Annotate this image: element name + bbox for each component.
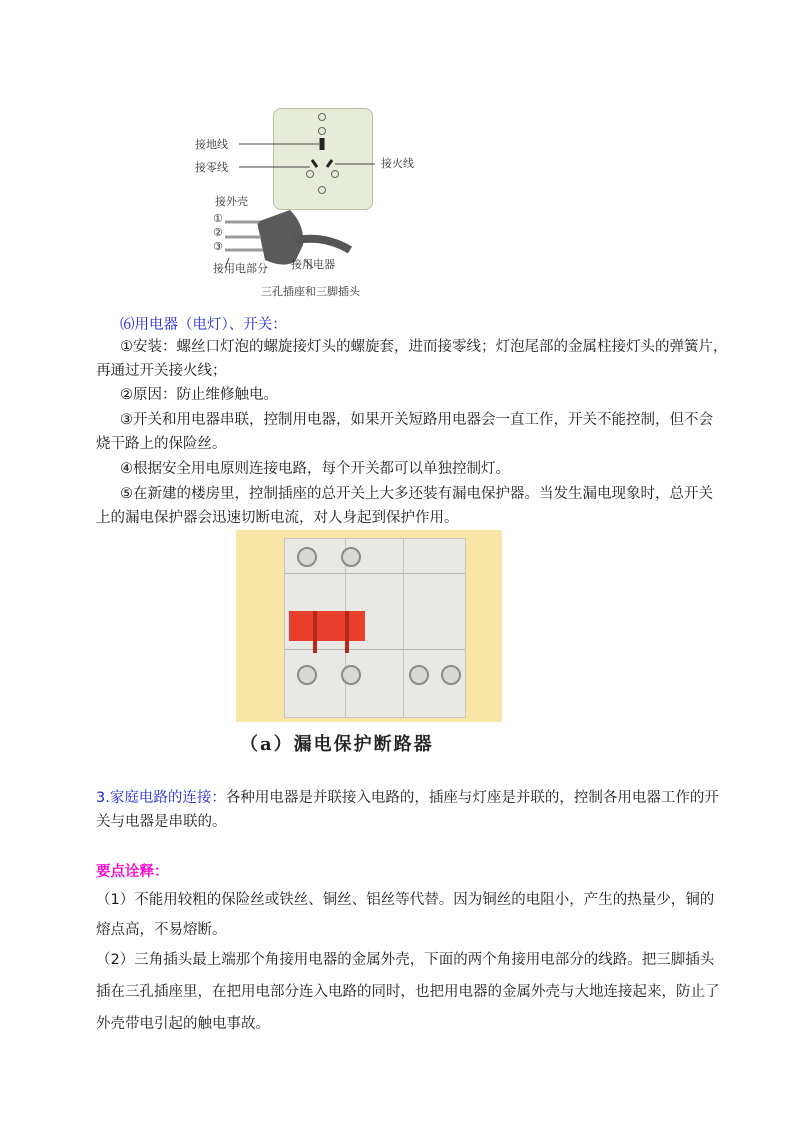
ground-wire-label: 接地线 [195, 138, 228, 151]
screw-icon [341, 665, 361, 685]
screw-icon [297, 547, 317, 567]
screw-icon [441, 665, 461, 685]
screw-icon [341, 547, 361, 567]
live-wire-label: 接火线 [381, 157, 414, 170]
keypoints-line-3: （2）三角插头最上端那个角接用电器的金属外壳，下面的两个角接用电部分的线路。把三脚插头 [96, 952, 715, 968]
section3-line-1 [96, 788, 719, 808]
socket-plug-figure [195, 100, 414, 300]
keypoints-line-1: （1）不能用较粗的保险丝或铁丝、铜丝、铝丝等代替。因为铜丝的电阻小，产生的热量少，铜的 [96, 892, 715, 908]
section3-line-2: 关与电器是串联的。 [96, 814, 227, 830]
section6-line-8: 上的漏电保护器会迅速切断电流，对人身起到保护作用。 [96, 510, 459, 526]
pin1-label: ① [213, 212, 223, 225]
section6-line-5: 烧干路上的保险丝。 [96, 436, 227, 452]
breaker-body [284, 538, 466, 718]
screw-icon [297, 665, 317, 685]
electrical-part-label: 接用电部分 [213, 262, 268, 275]
section6-line-2: 再通过开关接火线； [96, 363, 227, 379]
section6-line-3: ②原因：防止维修触电。 [120, 387, 278, 403]
section6-line-7: ⑤在新建的楼房里，控制插座的总开关上大多还装有漏电保护器。当发生漏电现象时，总开关 [120, 486, 713, 502]
keypoints-line-4: 插在三孔插座里，在把用电部分连入电路的同时，也把用电器的金属外壳与大地连接起来，防止了 [96, 984, 720, 1000]
shell-label: 接外壳 [215, 195, 248, 208]
neutral-wire-label: 接零线 [195, 161, 228, 174]
keypoints-line-2: 熔点高，不易熔断。 [96, 922, 227, 938]
figure1-caption: 三孔插座和三脚插头 [261, 285, 360, 298]
pin2-label: ② [213, 226, 223, 239]
screw-icon [409, 665, 429, 685]
pin3-label: ③ [213, 240, 223, 253]
keypoints-heading: 要点诠释： [96, 864, 169, 880]
keypoints-line-5: 外壳带电引起的触电事故。 [96, 1016, 270, 1032]
section6-line-6: ④根据安全用电原则连接电路，每个开关都可以单独控制灯。 [120, 461, 510, 477]
breaker-caption: （a）漏电保护断路器 [240, 734, 434, 755]
section3-heading: 3.家庭电路的连接： [96, 790, 226, 806]
breaker-photo [236, 530, 502, 722]
section6-heading: ⑹用电器（电灯）、开关： [120, 317, 287, 333]
appliance-label: 接用电器 [291, 258, 335, 271]
breaker-switch-handle [289, 611, 365, 641]
section6-line-1: ①安装：螺丝口灯泡的螺旋接灯头的螺旋套，进而接零线；灯泡尾部的金属柱接灯头的弹簧片， [120, 339, 728, 355]
section3-text: 各种用电器是并联接入电路的，插座与灯座是并联的，控制各用电器工作的开 [225, 790, 719, 806]
section6-line-4: ③开关和用电器串联，控制用电器，如果开关短路用电器会一直工作，开关不能控制，但不会 [120, 412, 713, 428]
